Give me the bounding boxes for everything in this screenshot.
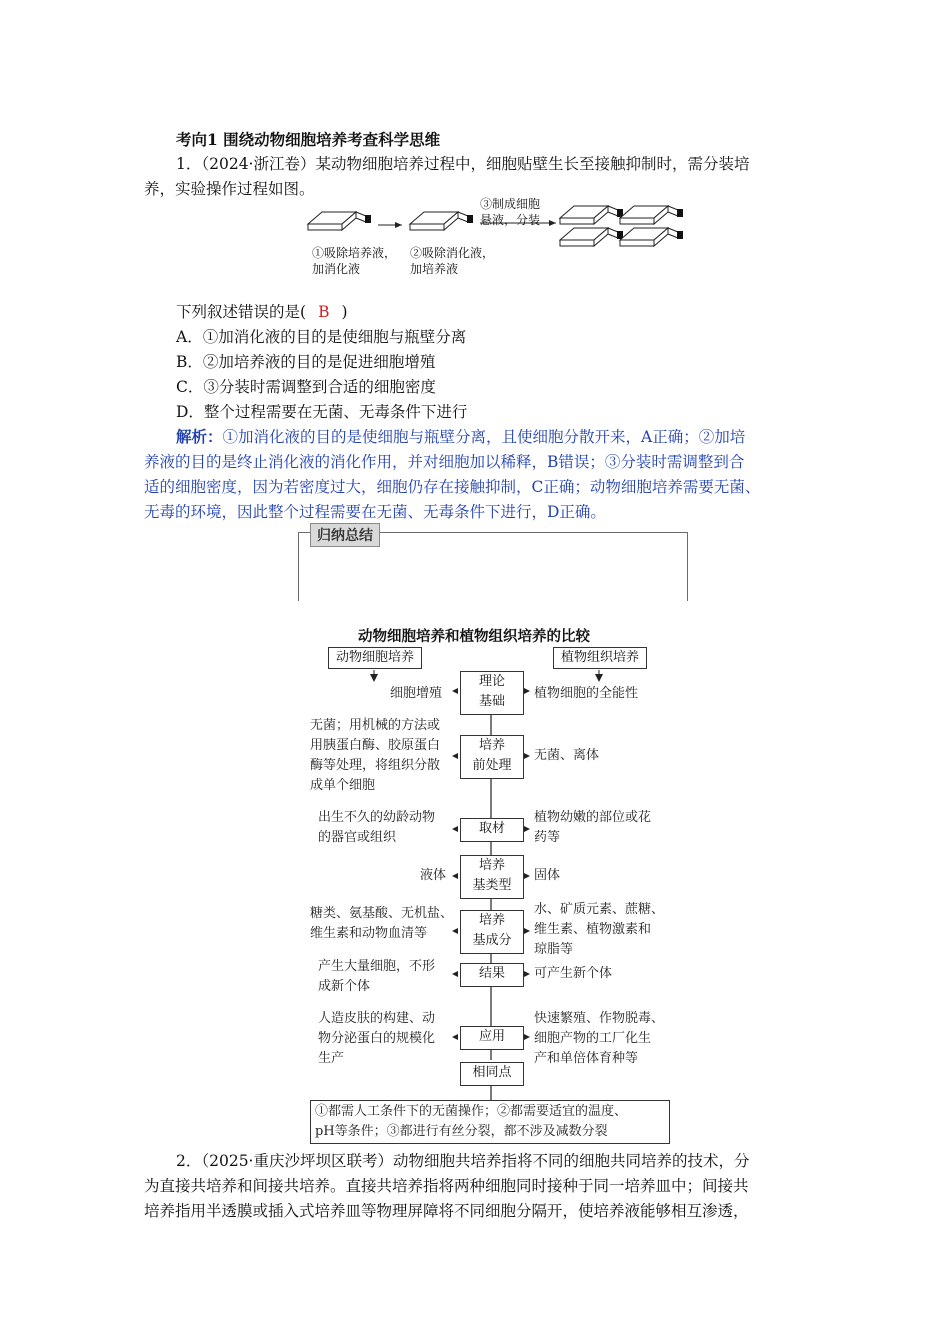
plant-culture-header: 植物组织培养 <box>553 647 647 669</box>
left-result: 产生大量细胞，不形 成新个体 <box>318 959 436 994</box>
q1-analysis-line3: 适的细胞密度，因为若密度过大，细胞仍存在接触抑制，C正确；动物细胞培养需要无菌、 <box>144 478 761 496</box>
common-points-box: ①都需人工条件下的无菌操作；②都需要适宜的温度、 pH等条件；③都进行有丝分裂，都不涉及减数分裂 <box>310 1100 670 1144</box>
q2-line2: 为直接共培养和间接共培养。直接共培养指将两种细胞同时接种于同一培养皿中；间接共 <box>144 1177 749 1195</box>
figure-label2-line2: 加培养液 <box>410 262 459 276</box>
node-application: 应用 <box>460 1026 524 1050</box>
right-material: 植物幼嫩的部位或花 药等 <box>534 810 652 845</box>
node-material: 取材 <box>460 818 524 842</box>
right-application: 快速繁殖、作物脱毒、 细胞产物的工厂化生 产和单倍体育种等 <box>534 1011 665 1066</box>
analysis-text: ①加消化液的目的是使细胞与瓶壁分离，且使细胞分散开来，A正确；②加培 <box>222 428 746 446</box>
q1-text-line1: 1．（2024·浙江卷）某动物细胞培养过程中，细胞贴壁生长至接触抑制时，需分装培 <box>176 155 750 173</box>
q1-text-line2: 养，实验操作过程如图。 <box>144 180 315 198</box>
node-common-points: 相同点 <box>460 1062 524 1086</box>
q1-option-b: B．②加培养液的目的是促进细胞增殖 <box>176 353 436 371</box>
q2-line3: 培养指用半透膜或插入式培养皿等物理屏障将不同细胞分隔开，使培养液能够相互渗透， <box>144 1202 749 1220</box>
q1-analysis-line2: 养液的目的是终止消化液的消化作用，并对细胞加以稀释，B错误；③分装时需调整到合 <box>144 453 745 471</box>
q2-line1: 2．（2025·重庆沙坪坝区联考）动物细胞共培养指将不同的细胞共同培养的技术，分 <box>176 1152 750 1170</box>
figure-label2-line1: ②吸除消化液， <box>410 246 495 260</box>
analysis-label: 解析： <box>176 427 223 446</box>
figure-label3-line2: 悬液，分装 <box>480 213 541 227</box>
figure-label1-line1: ①吸除培养液， <box>312 246 397 260</box>
node-pretreatment: 培养 前处理 <box>460 735 524 779</box>
q1-analysis-line4: 无毒的环境，因此整个过程需要在无菌、无毒条件下进行，D正确。 <box>144 503 606 521</box>
node-medium-composition: 培养 基成分 <box>460 910 524 954</box>
left-medium-composition: 糖类、氨基酸、无机盐、 维生素和动物血清等 <box>310 906 454 941</box>
animal-culture-header: 动物细胞培养 <box>328 647 422 669</box>
node-result: 结果 <box>460 963 524 987</box>
right-theory-basis: 植物细胞的全能性 <box>534 686 639 701</box>
figure-label3-line1: ③制成细胞 <box>480 197 541 211</box>
left-application: 人造皮肤的构建、动 物分泌蛋白的规模化 生产 <box>318 1011 436 1066</box>
q1-option-d: D．整个过程需要在无菌、无毒条件下进行 <box>176 403 468 421</box>
left-theory-basis: 细胞增殖 <box>390 686 443 701</box>
right-medium-type: 固体 <box>534 868 561 883</box>
right-pretreatment: 无菌、离体 <box>534 748 600 763</box>
q1-stem-prefix: 下列叙述错误的是( <box>176 303 307 321</box>
node-medium-type: 培养 基类型 <box>460 855 524 899</box>
q1-answer: B <box>318 303 330 321</box>
right-result: 可产生新个体 <box>534 966 613 981</box>
q1-stem-suffix: ) <box>341 303 348 321</box>
section-title: 考向1 围绕动物细胞培养考查科学思维 <box>176 130 441 149</box>
right-medium-composition: 水、矿质元素、蔗糖、 维生素、植物激素和 琼脂等 <box>534 902 665 957</box>
q1-option-c: C．③分装时需调整到合适的细胞密度 <box>176 378 436 396</box>
left-material: 出生不久的幼龄动物 的器官或组织 <box>318 810 436 845</box>
figure-label1-line2: 加消化液 <box>312 262 361 276</box>
summary-tab: 归纳总结 <box>310 523 380 547</box>
left-medium-type: 液体 <box>420 868 447 883</box>
q1-option-a: A．①加消化液的目的是使细胞与瓶壁分离 <box>176 328 467 346</box>
node-theory-basis: 理论 基础 <box>460 671 524 715</box>
comparison-title: 动物细胞培养和植物组织培养的比较 <box>358 629 590 645</box>
left-pretreatment: 无菌；用机械的方法或 用胰蛋白酶、胶原蛋白 酶等处理，将组织分散 成单个细胞 <box>310 718 441 793</box>
